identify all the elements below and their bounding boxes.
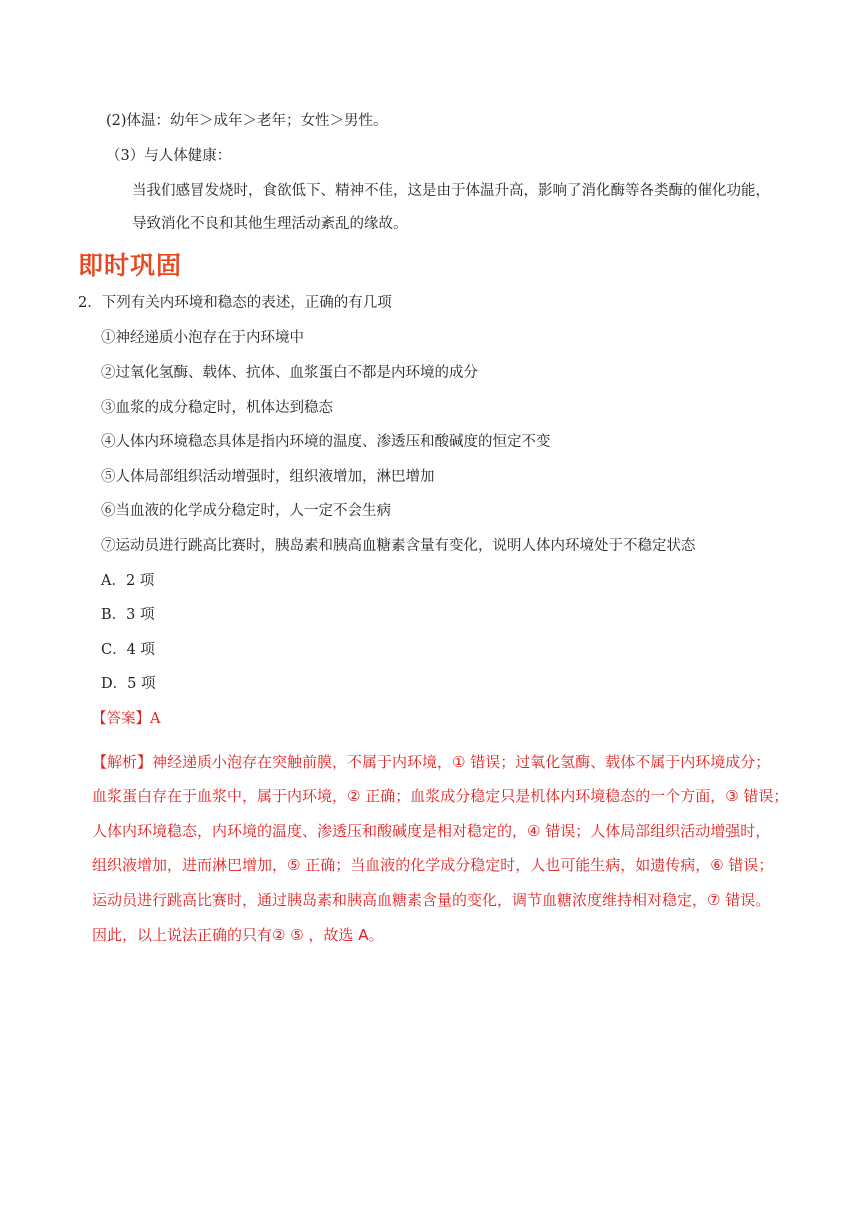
option-a: A．2 项 <box>101 573 155 589</box>
option-c: C．4 项 <box>101 642 155 658</box>
section-title: 即时巩固 <box>78 251 183 280</box>
question-stem: 2．下列有关内环境和稳态的表述，正确的有几项 <box>78 295 392 311</box>
analysis-line-5: 运动员进行跳高比赛时，通过胰岛素和胰高血糖素含量的变化，调节血糖浓度维持相对稳定，⑦ 错误。 <box>92 891 771 909</box>
statement-2: ②过氧化氢酶、载体、抗体、血浆蛋白不都是内环境的成分 <box>101 365 478 381</box>
analysis-line-4: 组织液增加，进而淋巴增加，⑤ 正确；当血液的化学成分稳定时，人也可能生病，如遗传病，⑥ 错误； <box>92 856 774 874</box>
health-paragraph-line-2: 导致消化不良和其他生理活动紊乱的缘故。 <box>132 216 408 232</box>
analysis-line-2: 血浆蛋白存在于血浆中，属于内环境，② 正确；血浆成分稳定只是机体内环境稳态的一个方面，③ 错误； <box>92 787 789 805</box>
statement-3: ③血浆的成分稳定时，机体达到稳态 <box>101 400 333 416</box>
analysis-line-1: 【解析】神经递质小泡存在突触前膜，不属于内环境，① 错误；过氧化氢酶、载体不属于内环境成分； <box>92 753 771 771</box>
health-paragraph-line-1: 当我们感冒发烧时，食欲低下、精神不佳，这是由于体温升高，影响了消化酶等各类酶的催化功能， <box>132 183 770 199</box>
health-subheading: （3）与人体健康： <box>106 148 232 164</box>
statement-6: ⑥当血液的化学成分稳定时，人一定不会生病 <box>101 503 391 519</box>
answer-label: 【答案】A <box>92 711 161 727</box>
option-b: B．3 项 <box>101 607 155 623</box>
option-d: D．5 项 <box>101 676 156 692</box>
statement-7: ⑦运动员进行跳高比赛时，胰岛素和胰高血糖素含量有变化，说明人体内环境处于不稳定状态 <box>101 538 696 554</box>
statement-1: ①神经递质小泡存在于内环境中 <box>101 330 304 346</box>
statement-4: ④人体内环境稳态具体是指内环境的温度、渗透压和酸碱度的恒定不变 <box>101 434 551 450</box>
analysis-line-3: 人体内环境稳态，内环境的温度、渗透压和酸碱度是相对稳定的，④ 错误；人体局部组织活动增强时， <box>92 822 771 840</box>
body-temp-comparison: (2)体温：幼年＞成年＞老年；女性＞男性。 <box>106 113 388 129</box>
statement-5: ⑤人体局部组织活动增强时，组织液增加，淋巴增加 <box>101 469 435 485</box>
analysis-line-6: 因此，以上说法正确的只有② ⑤ ，故选 A。 <box>92 926 384 944</box>
